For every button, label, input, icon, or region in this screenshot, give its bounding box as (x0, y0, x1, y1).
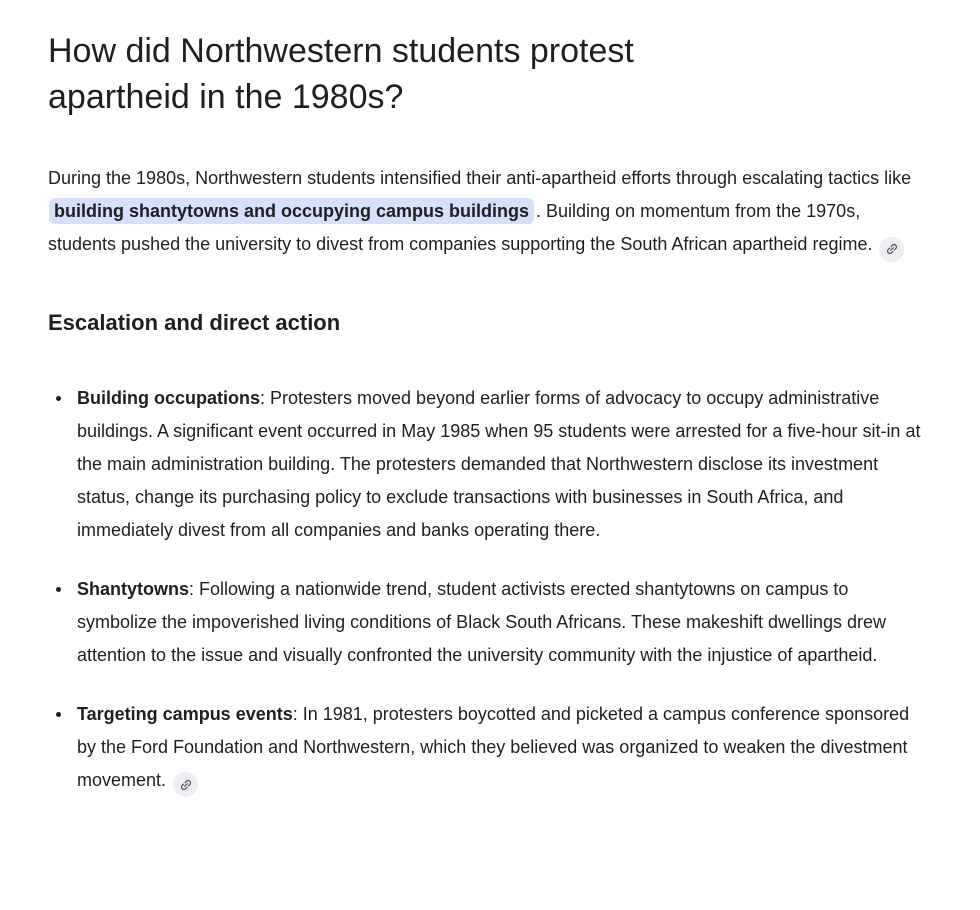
bullet-term: Building occupations (77, 387, 260, 408)
intro-paragraph (48, 162, 932, 262)
bullet-term: Shantytowns (77, 578, 190, 599)
bullet-text: : In 1981, protesters boycotted and picketed a campus conference sponsored by the Ford Foundation and Northwestern, which they believed was organized to weaken the divestment movement. (77, 703, 910, 790)
bullet-list (48, 382, 932, 798)
bullet-text: : Following a nationwide trend, student activists erected shantytowns on campus to symbolize the impoverished living conditions of Black South Africans. These makeshift dwellings drew attention to the issue and visually confronted the university community with the injustice of apartheid. (77, 578, 887, 665)
bullet-text: : Protesters moved beyond earlier forms of advocacy to occupy administrative buildings. A significant event occurred in May 1985 when 95 students were arrested for a five-hour sit-in at the main administration building. The protesters demanded that Northwestern disclose its investment status, change its purchasing policy to exclude transactions with businesses in South Africa, and immediately divest from all companies and banks operating there. (77, 387, 921, 540)
list-item (48, 573, 932, 672)
highlighted-phrase[interactable]: building shantytowns and occupying campus buildings (49, 198, 534, 224)
citation-link-button[interactable] (879, 237, 904, 262)
section-heading: Escalation and direct action (48, 309, 341, 335)
intro-text-before: During the 1980s, Northwestern students intensified their anti-apartheid efforts through escalating tactics like (48, 168, 912, 188)
link-icon (179, 778, 193, 792)
link-icon (885, 242, 899, 256)
citation-link-button[interactable] (173, 772, 198, 797)
list-item (48, 382, 932, 547)
page-title: How did Northwestern students protest apartheid in the 1980s? (48, 32, 634, 116)
bullet-term: Targeting campus events (77, 703, 293, 724)
intro-text-after: . Building on momentum from the 1970s, students pushed the university to divest from companies supporting the South African apartheid regime. (48, 201, 873, 254)
list-item (48, 698, 932, 798)
